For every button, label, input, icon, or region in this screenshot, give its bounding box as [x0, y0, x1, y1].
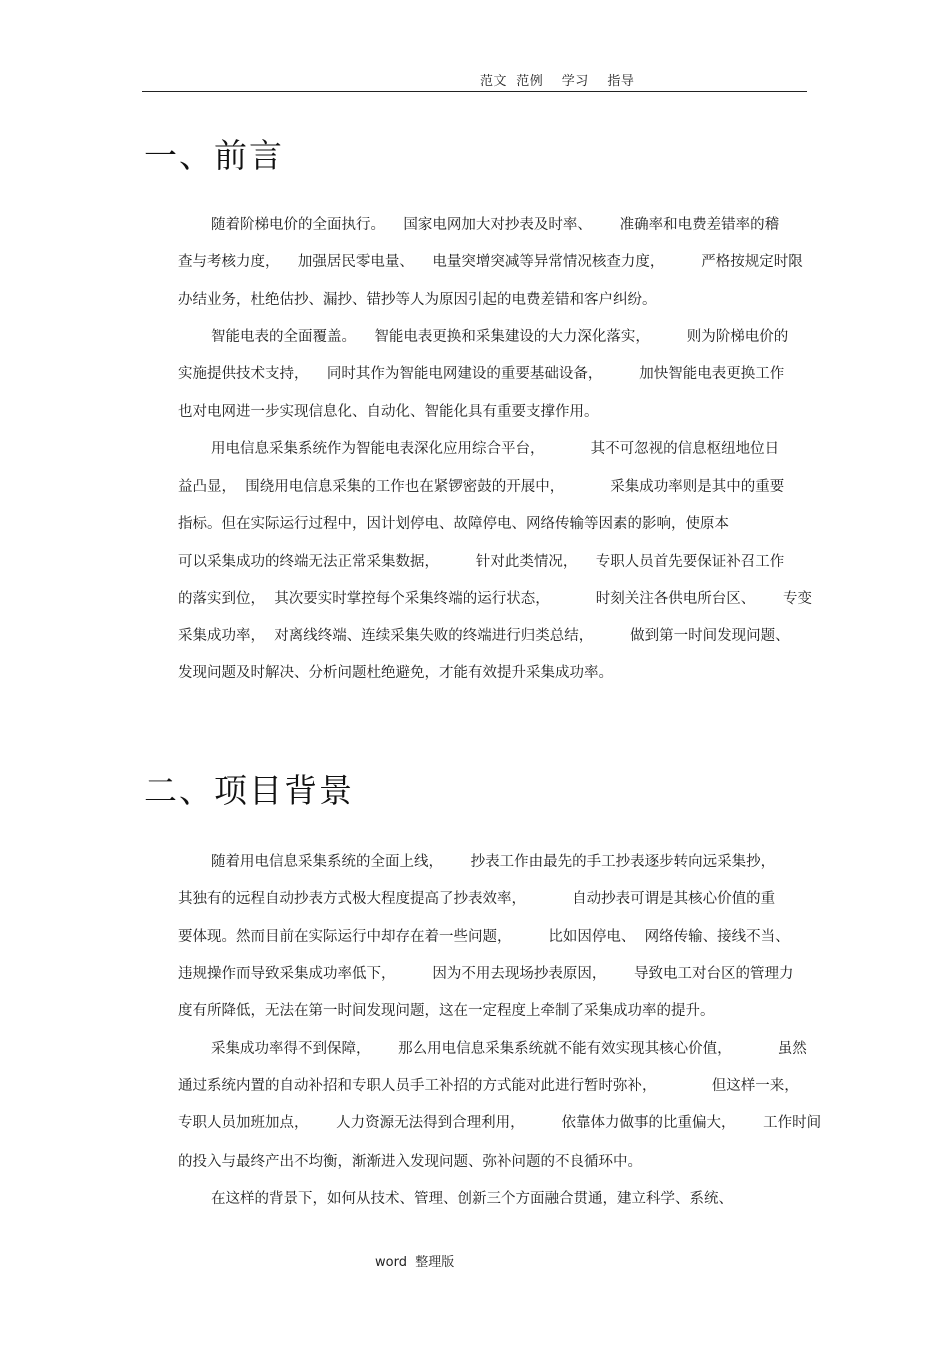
- paragraph-line: 采集成功率， 对离线终端、连续采集失败的终端进行归类总结， 做到第一时间发现问题、: [178, 628, 790, 644]
- paragraph-line: 随着阶梯电价的全面执行。 国家电网加大对抄表及时率、 准确率和电费差错率的稽: [211, 217, 780, 233]
- paragraph-line: 发现问题及时解决、分析问题杜绝避免，才能有效提升采集成功率。: [178, 665, 613, 681]
- paragraph-line: 要体现。然而目前在实际运行中却存在着一些问题， 比如因停电、 网络传输、接线不当、: [178, 929, 790, 945]
- paragraph-line: 指标。但在实际运行过程中，因计划停电、故障停电、网络传输等因素的影响，使原本: [178, 516, 729, 532]
- paragraph-line: 可以采集成功的终端无法正常采集数据， 针对此类情况， 专职人员首先要保证补召工作: [178, 554, 785, 570]
- paragraph-line: 违规操作而导致采集成功率低下， 因为不用去现场抄表原因， 导致电工对台区的管理力: [178, 966, 794, 982]
- paragraph-line: 智能电表的全面覆盖。 智能电表更换和采集建设的大力深化落实， 则为阶梯电价的: [211, 329, 789, 345]
- paragraph-line: 实施提供技术支持， 同时其作为智能电网建设的重要基础设备， 加快智能电表更换工作: [178, 366, 785, 382]
- paragraph-line: 度有所降低，无法在第一时间发现问题，这在一定程度上牵制了采集成功率的提升。: [178, 1003, 715, 1019]
- paragraph-line: 专职人员加班加点， 人力资源无法得到合理利用， 依靠体力做事的比重偏大， 工作时间: [178, 1115, 822, 1131]
- header-divider: [142, 91, 807, 92]
- paragraph-line: 在这样的背景下，如何从技术、管理、创新三个方面融合贯通，建立科学、系统、: [211, 1191, 733, 1207]
- paragraph-line: 也对电网进一步实现信息化、自动化、智能化具有重要支撑作用。: [178, 404, 599, 420]
- page-footer: word 整理版: [375, 1255, 455, 1270]
- section-heading-preface: 一、前言: [144, 136, 284, 175]
- paragraph-line: 的投入与最终产出不均衡，渐渐进入发现问题、弥补问题的不良循环中。: [178, 1154, 642, 1170]
- paragraph-line: 办结业务，杜绝估抄、漏抄、错抄等人为原因引起的电费差错和客户纠纷。: [178, 292, 657, 308]
- paragraph-line: 其独有的远程自动抄表方式极大程度提高了抄表效率， 自动抄表可谓是其核心价值的重: [178, 891, 776, 907]
- paragraph-line: 用电信息采集系统作为智能电表深化应用综合平台， 其不可忽视的信息枢纽地位日: [211, 441, 780, 457]
- paragraph-line: 通过系统内置的自动补招和专职人员手工补招的方式能对此进行暂时弥补， 但这样一来，: [178, 1078, 799, 1094]
- paragraph-line: 查与考核力度， 加强居民零电量、 电量突增突减等异常情况核查力度， 严格按规定时限: [178, 254, 803, 270]
- paragraph-line: 的落实到位， 其次要实时掌控每个采集终端的运行状态， 时刻关注各供电所台区、 专变: [178, 591, 812, 607]
- page-header: 范文 范例 学习 指导: [480, 74, 635, 89]
- paragraph-line: 采集成功率得不到保障， 那么用电信息采集系统就不能有效实现其核心价值， 虽然: [211, 1041, 807, 1057]
- paragraph-line: 益凸显， 围绕用电信息采集的工作也在紧锣密鼓的开展中， 采集成功率则是其中的重要: [178, 479, 785, 495]
- section-heading-background: 二、项目背景: [144, 771, 354, 810]
- paragraph-line: 随着用电信息采集系统的全面上线， 抄表工作由最先的手工抄表逐步转向远采集抄，: [211, 854, 776, 870]
